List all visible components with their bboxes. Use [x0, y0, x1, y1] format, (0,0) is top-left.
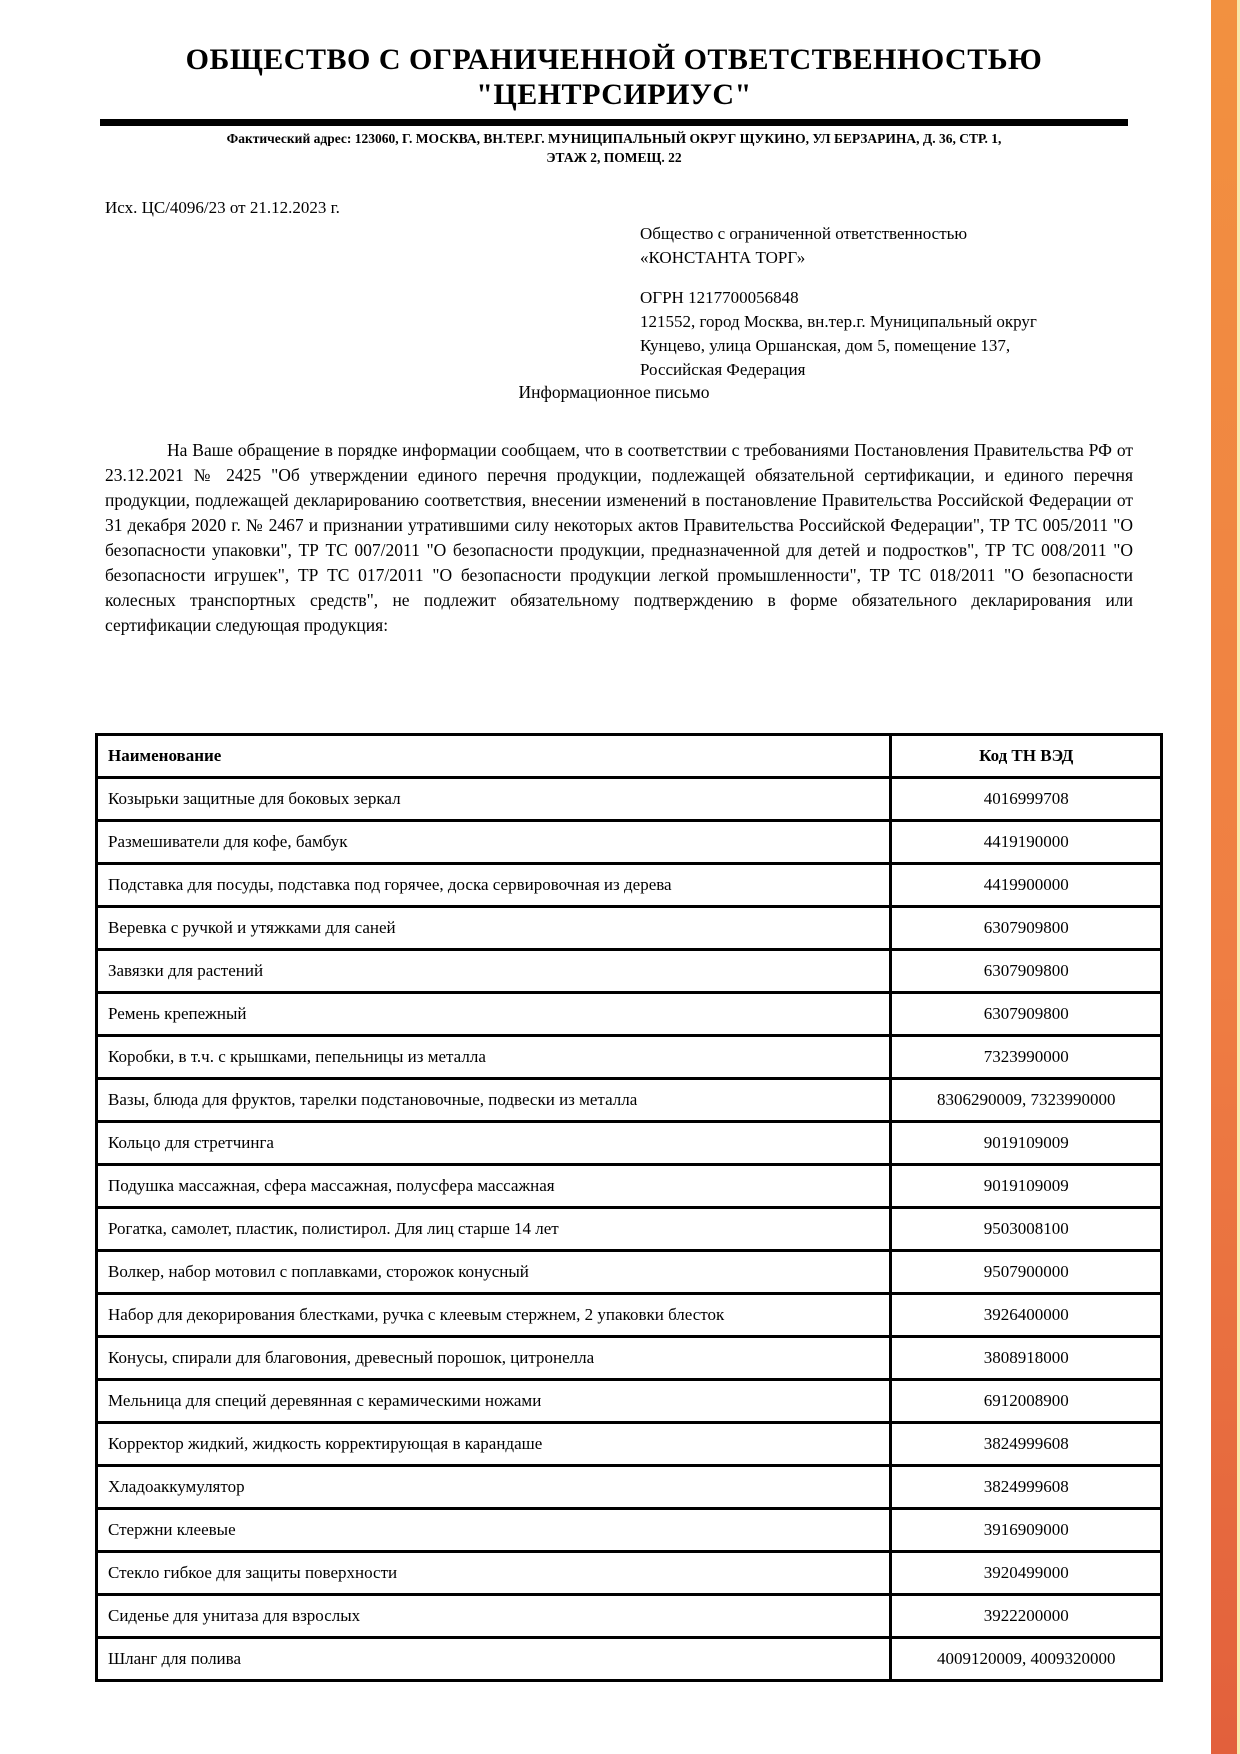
- product-name-cell: Вазы, блюда для фруктов, тарелки подстановочные, подвески из металла: [97, 1079, 891, 1122]
- table-row: [97, 1208, 1162, 1251]
- table-row: [97, 1552, 1162, 1595]
- table-row: [97, 1036, 1162, 1079]
- product-name-cell: Сиденье для унитаза для взрослых: [97, 1595, 891, 1638]
- accent-bar: [1211, 0, 1240, 1754]
- tnved-code-cell: 9019109009: [891, 1122, 1162, 1165]
- tnved-code-cell: 6307909800: [891, 993, 1162, 1036]
- table-row: [97, 950, 1162, 993]
- tnved-code-cell: 4419900000: [891, 864, 1162, 907]
- product-name-cell: Конусы, спирали для благовония, древесный порошок, цитронелла: [97, 1337, 891, 1380]
- table-row: [97, 1251, 1162, 1294]
- column-header-code: Код ТН ВЭД: [891, 735, 1162, 778]
- recipient-org-line2: «КОНСТАНТА ТОРГ»: [640, 248, 806, 267]
- tnved-code-cell: 3916909000: [891, 1509, 1162, 1552]
- table-row: [97, 907, 1162, 950]
- tnved-code-cell: 9019109009: [891, 1165, 1162, 1208]
- product-name-cell: Корректор жидкий, жидкость корректирующая в карандаше: [97, 1423, 891, 1466]
- tnved-code-cell: 8306290009, 7323990000: [891, 1079, 1162, 1122]
- table-row: [97, 1423, 1162, 1466]
- table-header-row: [97, 735, 1162, 778]
- letter-subject: Информационное письмо: [518, 382, 710, 402]
- tnved-code-cell: 9507900000: [891, 1251, 1162, 1294]
- table-row: [97, 1165, 1162, 1208]
- tnved-code-cell: 9503008100: [891, 1208, 1162, 1251]
- letterhead-address: [100, 129, 1128, 167]
- header-divider: [100, 119, 1128, 126]
- table-row: [97, 1337, 1162, 1380]
- recipient-block: [640, 222, 1110, 382]
- tnved-code-cell: 3824999608: [891, 1423, 1162, 1466]
- product-name-cell: Стекло гибкое для защиты поверхности: [97, 1552, 891, 1595]
- product-name-cell: Набор для декорирования блестками, ручка с клеевым стержнем, 2 упаковки блесток: [97, 1294, 891, 1337]
- letterhead: [100, 42, 1128, 112]
- recipient-ogrn: ОГРН 1217700056848: [640, 288, 799, 307]
- product-name-cell: Кольцо для стретчинга: [97, 1122, 891, 1165]
- product-name-cell: Волкер, набор мотовил с поплавками, сторожок конусный: [97, 1251, 891, 1294]
- tnved-code-cell: 3808918000: [891, 1337, 1162, 1380]
- table-row: [97, 1466, 1162, 1509]
- table-row: [97, 864, 1162, 907]
- outgoing-ref-number: Исх. ЦС/4096/23 от 21.12.2023 г.: [105, 198, 340, 217]
- product-name-cell: Ремень крепежный: [97, 993, 891, 1036]
- company-title-line2: "ЦЕНТРСИРИУС": [476, 78, 752, 111]
- product-name-cell: Подушка массажная, сфера массажная, полусфера массажная: [97, 1165, 891, 1208]
- tnved-code-cell: 3922200000: [891, 1595, 1162, 1638]
- table-row: [97, 1294, 1162, 1337]
- table-row: [97, 1079, 1162, 1122]
- table-row: [97, 1595, 1162, 1638]
- recipient-org-line1: Общество с ограниченной ответственностью: [640, 224, 968, 243]
- product-name-cell: Коробки, в т.ч. с крышками, пепельницы из металла: [97, 1036, 891, 1079]
- product-name-cell: Завязки для растений: [97, 950, 891, 993]
- product-name-cell: Козырьки защитные для боковых зеркал: [97, 778, 891, 821]
- table-row: [97, 778, 1162, 821]
- tnved-code-cell: 3920499000: [891, 1552, 1162, 1595]
- letterhead-address-line1: Фактический адрес: 123060, Г. МОСКВА, ВН.ТЕР.Г. МУНИЦИПАЛЬНЫЙ ОКРУГ ЩУКИНО, УЛ БЕРЗАРИНА, Д. 36, СТР. 1,: [226, 131, 1002, 146]
- tnved-code-cell: 4419190000: [891, 821, 1162, 864]
- product-name-cell: Подставка для посуды, подставка под горячее, доска сервировочная из дерева: [97, 864, 891, 907]
- tnved-code-cell: 3824999608: [891, 1466, 1162, 1509]
- product-name-cell: Мельница для специй деревянная с керамическими ножами: [97, 1380, 891, 1423]
- product-name-cell: Хладоаккумулятор: [97, 1466, 891, 1509]
- table-row: [97, 1638, 1162, 1681]
- letterhead-address-line2: ЭТАЖ 2, ПОМЕЩ. 22: [546, 150, 682, 165]
- tnved-code-cell: 4009120009, 4009320000: [891, 1638, 1162, 1681]
- tnved-code-cell: 6307909800: [891, 907, 1162, 950]
- table-row: [97, 1509, 1162, 1552]
- tnved-code-cell: 6307909800: [891, 950, 1162, 993]
- product-name-cell: Рогатка, самолет, пластик, полистирол. Для лиц старше 14 лет: [97, 1208, 891, 1251]
- table-row: [97, 821, 1162, 864]
- column-header-name: Наименование: [97, 735, 891, 778]
- product-name-cell: Размешиватели для кофе, бамбук: [97, 821, 891, 864]
- recipient-address-line2: Кунцево, улица Оршанская, дом 5, помещение 137,: [640, 336, 1011, 355]
- tnved-code-cell: 7323990000: [891, 1036, 1162, 1079]
- company-title-line1: ОБЩЕСТВО С ОГРАНИЧЕННОЙ ОТВЕТСТВЕННОСТЬЮ: [185, 43, 1043, 76]
- letter-body: На Ваше обращение в порядке информации сообщаем, что в соответствии с требованиями Постановления Правительства РФ от 23.12.2021 № 2425 "Об утверждении единого перечня продукции, подлежащей обязательной сертификации, и единого перечня продукции, подлежащей декларированию соответствия, внесении изменений в постановление Правительства Российской Федерации от 31 декабря 2020 г. № 2467 и признании утратившими силу некоторых актов Правительства Российской Федерации", ТР ТС 005/2011 "О безопасности упаковки", ТР ТС 007/2011 "О безопасности продукции, предназначенной для детей и подростков", ТР ТС 008/2011 "О безопасности игрушек", ТР ТС 017/2011 "О безопасности продукции легкой промышленности", ТР ТС 018/2011 "О безопасности колесных транспортных средств", не подлежит обязательному подтверждению в форме обязательного декларирования или сертификации следующая продукция:: [105, 440, 1133, 635]
- recipient-gap: [640, 270, 1110, 286]
- recipient-address-line1: 121552, город Москва, вн.тер.г. Муниципальный округ: [640, 312, 1037, 331]
- tnved-code-cell: 3926400000: [891, 1294, 1162, 1337]
- product-name-cell: Веревка с ручкой и утяжками для саней: [97, 907, 891, 950]
- table-row: [97, 1122, 1162, 1165]
- recipient-address-line3: Российская Федерация: [640, 360, 806, 379]
- product-table: [95, 733, 1163, 1682]
- tnved-code-cell: 4016999708: [891, 778, 1162, 821]
- table-row: [97, 1380, 1162, 1423]
- table-row: [97, 993, 1162, 1036]
- tnved-code-cell: 6912008900: [891, 1380, 1162, 1423]
- product-name-cell: Шланг для полива: [97, 1638, 891, 1681]
- product-name-cell: Стержни клеевые: [97, 1509, 891, 1552]
